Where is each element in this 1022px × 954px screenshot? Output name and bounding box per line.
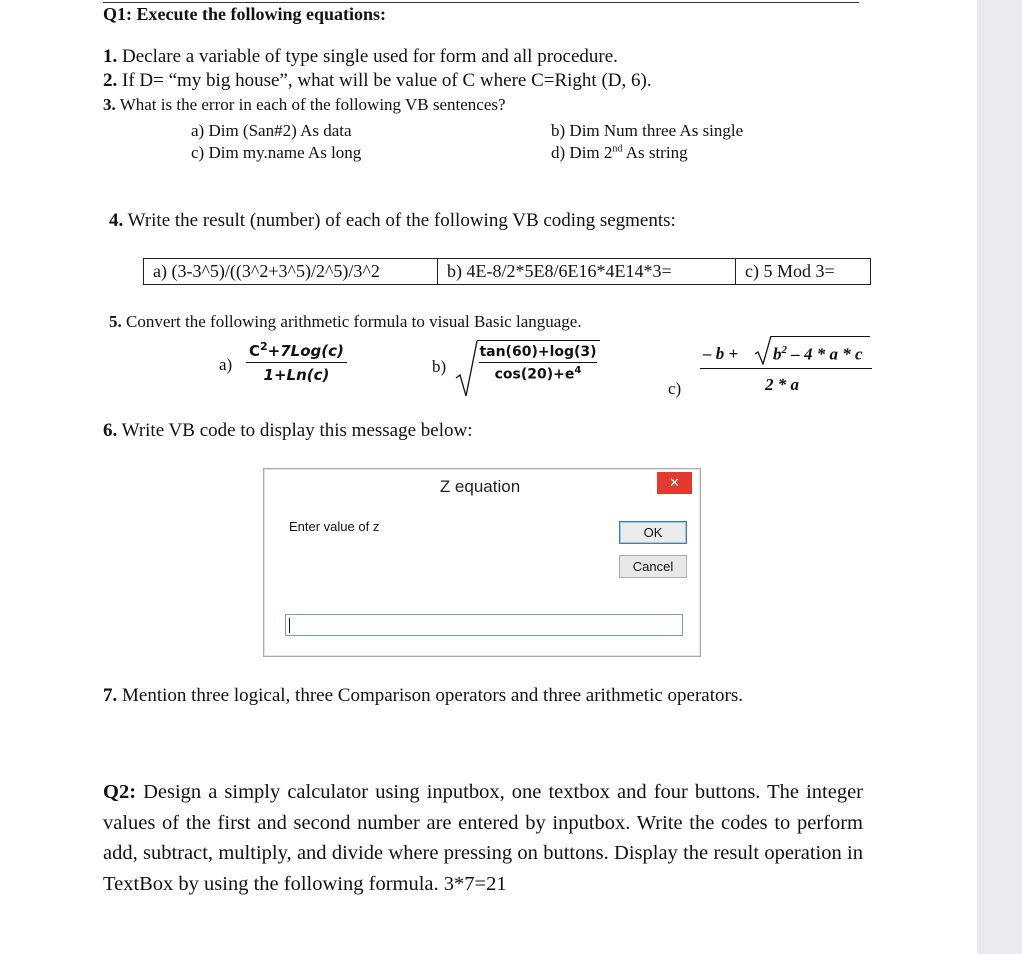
text-caret	[289, 618, 290, 633]
formula-a-denominator: 1+Ln(c)	[263, 366, 330, 384]
item-7	[103, 685, 743, 707]
formula-a-label: a)	[219, 355, 233, 374]
formula-c-vinculum	[771, 336, 870, 337]
item-3d-post: As string	[622, 143, 688, 162]
input-dialog	[263, 468, 701, 657]
formula-a-numerator	[249, 340, 344, 360]
formula-c-rest: – 4 * a * c	[787, 344, 863, 364]
formula-a-c: C	[249, 342, 261, 360]
item-4-text: Write the result (number) of each of the following VB coding segments:	[123, 210, 676, 231]
item-5	[109, 312, 582, 332]
item-6-text: Write VB code to display this message below:	[117, 420, 473, 441]
ok-button[interactable]: OK	[619, 521, 687, 544]
item-5-text: Convert the following arithmetic formula to visual Basic language.	[121, 312, 582, 331]
item-1-number: 1.	[103, 46, 118, 67]
q2-paragraph	[103, 777, 863, 899]
formula-a	[249, 340, 344, 384]
formula-b-label: b)	[432, 357, 447, 376]
dialog-prompt: Enter value of z	[289, 519, 380, 534]
q2-label: Q2:	[103, 781, 137, 803]
item-1	[103, 46, 618, 68]
item-4-number: 4.	[109, 210, 124, 231]
close-icon: ✕	[669, 475, 680, 490]
formula-b-vinculum	[477, 340, 600, 341]
formula-b-denominator	[495, 365, 582, 383]
formula-b-bar	[479, 362, 597, 363]
formula-c-radical-icon	[754, 335, 772, 365]
formula-a-rest: +7Log(c)	[267, 342, 344, 360]
formula-c-root	[773, 344, 863, 365]
formula-b-den-exp: 4	[574, 365, 582, 376]
item-7-text: Mention three logical, three Comparison operators and three arithmetic operators.	[117, 685, 743, 706]
q1-heading	[103, 4, 386, 25]
formula-c-denominator: 2 * a	[765, 375, 799, 394]
item-3c: c) Dim my.name As long	[191, 143, 362, 162]
item-3a: a) Dim (San#2) As data	[191, 121, 352, 140]
formula-c-bar	[700, 368, 872, 369]
formula-a-bar	[246, 362, 347, 363]
item-1-text: Declare a variable of type single used for form and all procedure.	[117, 46, 618, 67]
item-3-text: What is the error in each of the following VB sentences?	[115, 95, 506, 114]
item-6-number: 6.	[103, 420, 118, 441]
formula-b-numerator: tan(60)+log(3)	[479, 344, 597, 360]
formula-c-pre: – b +	[703, 344, 739, 363]
dialog-title: Z equation	[439, 477, 521, 496]
top-rule	[103, 2, 859, 3]
q1-title: Execute the following equations:	[132, 4, 386, 24]
segment-b: b) 4E-8/2*5E8/6E16*4E14*3=	[437, 259, 735, 284]
item-3-number: 3.	[103, 95, 116, 114]
q2-text: Design a simply calculator using inputbox, one textbox and four buttons. The integer values of the first and second number are entered by inputbox. Write the codes to perform add, subtract, multiply, and divide where pressing on buttons. Display the result operation in TextBox by using the following formula. 3*7=21	[103, 781, 863, 895]
item-2-number: 2.	[103, 70, 118, 91]
item-6	[103, 420, 473, 442]
cancel-button[interactable]: Cancel	[619, 555, 687, 578]
item-5-number: 5.	[109, 312, 122, 331]
formula-b	[479, 344, 597, 383]
right-side-panel	[977, 0, 1022, 954]
formula-c-b-exp: 2	[781, 344, 787, 356]
formula-b-radical-icon	[455, 340, 479, 398]
formula-c-b: b	[773, 344, 782, 364]
value-input[interactable]	[285, 614, 683, 636]
item-4	[109, 210, 676, 232]
item-3d-sup: nd	[612, 143, 623, 155]
item-3d	[551, 143, 688, 163]
q1-label: Q1:	[103, 4, 132, 24]
coding-segments-table	[143, 258, 871, 285]
item-7-number: 7.	[103, 685, 118, 706]
formula-a-exp: 2	[260, 340, 268, 353]
close-button[interactable]	[657, 472, 692, 494]
segment-c: c) 5 Mod 3=	[735, 259, 870, 284]
segment-a: a) (3-3^5)/((3^2+3^5)/2^5)/3^2	[153, 261, 380, 281]
formula-b-den-base: cos(20)+e	[494, 366, 575, 383]
item-3b: b) Dim Num three As single	[551, 121, 744, 140]
item-3d-pre: d) Dim 2	[551, 143, 613, 162]
item-3	[103, 95, 506, 115]
item-2-text: If D= “my big house”, what will be value of C where C=Right (D, 6).	[117, 70, 652, 91]
formula-c-numerator	[703, 344, 738, 364]
item-2	[103, 70, 652, 92]
formula-c-label: c)	[668, 379, 682, 398]
